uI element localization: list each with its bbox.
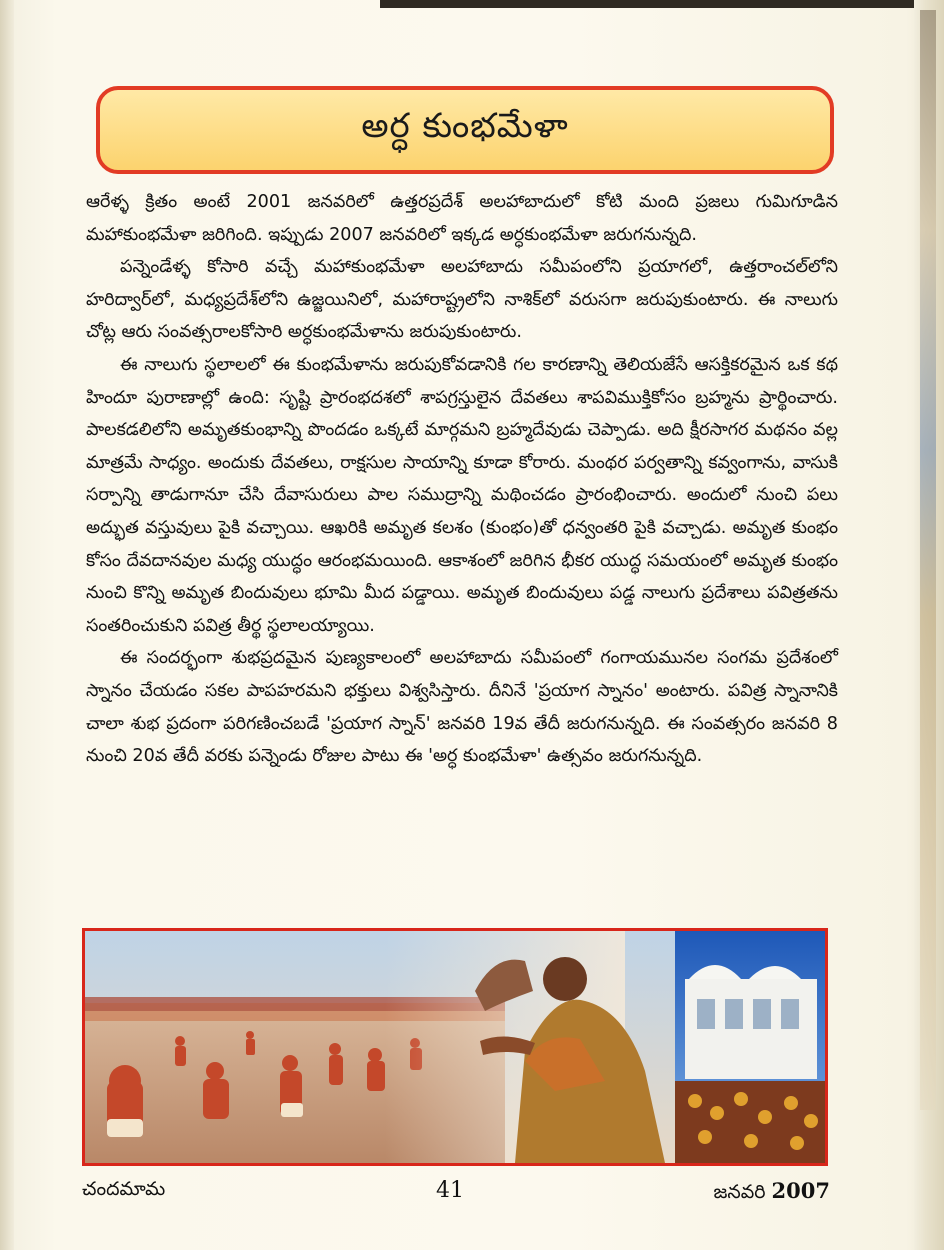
magazine-name: చందమామ: [82, 1178, 166, 1200]
page-title: అర్ధ కుంభమేళా: [361, 106, 569, 146]
top-edge-shadow: [380, 0, 920, 8]
issue-month: జనవరి: [713, 1181, 766, 1203]
page-spine: [0, 0, 14, 1250]
issue-year: 2007: [771, 1178, 830, 1203]
next-pages-strip: [920, 10, 936, 1110]
issue-date: [713, 1178, 830, 1208]
paragraph-4: ఈ సందర్భంగా శుభప్రదమైన పుణ్యకాలంలో అలహాబాదు సమీపంలో గంగాయమునల సంగమ ప్రదేశంలో స్నానం చేయడం సకల పాపహరమని భక్తులు విశ్వసిస్తారు. దీనినే 'ప్రయాగ స్నానం' అంటారు. పవిత్ర స్నానానికి చాలా శుభ ప్రదంగా పరిగణించబడే 'ప్రయాగ స్నాన్' జనవరి 19వ తేదీ జరుగనున్నది. ఈ సంవత్సరం జనవరి 8 నుంచి 20వ తేదీ వరకు పన్నెండు రోజుల పాటు ఈ 'అర్ధ కుంభమేళా' ఉత్సవం జరుగనున్నది.: [86, 648, 838, 767]
kumbh-mela-photo: [82, 928, 828, 1166]
paragraph-1: ఆరేళ్ళ క్రితం అంటే 2001 జనవరిలో ఉత్తరప్రదేశ్ అలహాబాదులో కోటి మంది ప్రజలు గుమిగూడిన మహాకుంభమేళా జరిగింది. ఇప్పుడు 2007 జనవరిలో ఇక్కడ అర్ధకుంభమేళా జరుగనున్నది.: [86, 192, 838, 245]
title-banner: [96, 86, 834, 174]
page-number: 41: [436, 1178, 464, 1203]
paragraph-2: పన్నెండేళ్ళ కోసారి వచ్చే మహాకుంభమేళా అలహాబాదు సమీపంలోని ప్రయాగలో, ఉత్తరాంచల్‌లోని హరిద్వార్‌లో, మధ్యప్రదేశ్‌లోని ఉజ్జయినిలో, మహారాష్ట్రలోని నాశిక్‌లో వరుసగా జరుపుకుంటారు. ఈ నాలుగు చోట్ల ఆరు సంవత్సరాలకోసారి అర్ధకుంభమేళాను జరుపుకుంటారు.: [86, 257, 838, 343]
paragraph-3: ఈ నాలుగు స్థలాలలో ఈ కుంభమేళాను జరుపుకోవడానికి గల కారణాన్ని తెలియజేసే ఆసక్తికరమైన ఒక కథ హిందూ పురాణాల్లో ఉంది: సృష్టి ప్రారంభదశలో శాపగ్రస్తులైన దేవతలు శాపవిముక్తికోసం బ్రహ్మను ప్రార్థించారు. పాలకడలిలోని అమృతకుంభాన్ని పొందడం ఒక్కటే మార్గమని బ్రహ్మదేవుడు చెప్పాడు. అది క్షీరసాగర మథనం వల్ల మాత్రమే సాధ్యం. అందుకు దేవతలు, రాక్షసుల సాయాన్ని కూడా కోరారు. మంథర పర్వతాన్ని కవ్వంగాను, వాసుకి సర్పాన్ని తాడుగానూ చేసి దేవాసురులు పాల సముద్రాన్ని మథించడం ప్రారంభించారు. అందులో నుంచి పలు అద్భుత వస్తువులు పైకి వచ్చాయి. ఆఖరికి అమృత కలశం (కుంభం)తో ధన్వంతరి పైకి వచ్చాడు. అమృత కుంభం కోసం దేవదానవుల మధ్య యుద్ధం ఆరంభమయింది. ఆకాశంలో జరిగిన భీకర యుద్ధ సమయంలో అమృత కుంభం నుంచి కొన్ని అమృత బిందువులు భూమి మీద పడ్డాయి. అమృత బిందువులు పడ్డ నాలుగు ప్రదేశాలు పవిత్రతను సంతరించుకుని పవిత్ర తీర్థ స్థలాలయ్యాయి.: [86, 354, 838, 636]
article-body: [86, 186, 838, 773]
